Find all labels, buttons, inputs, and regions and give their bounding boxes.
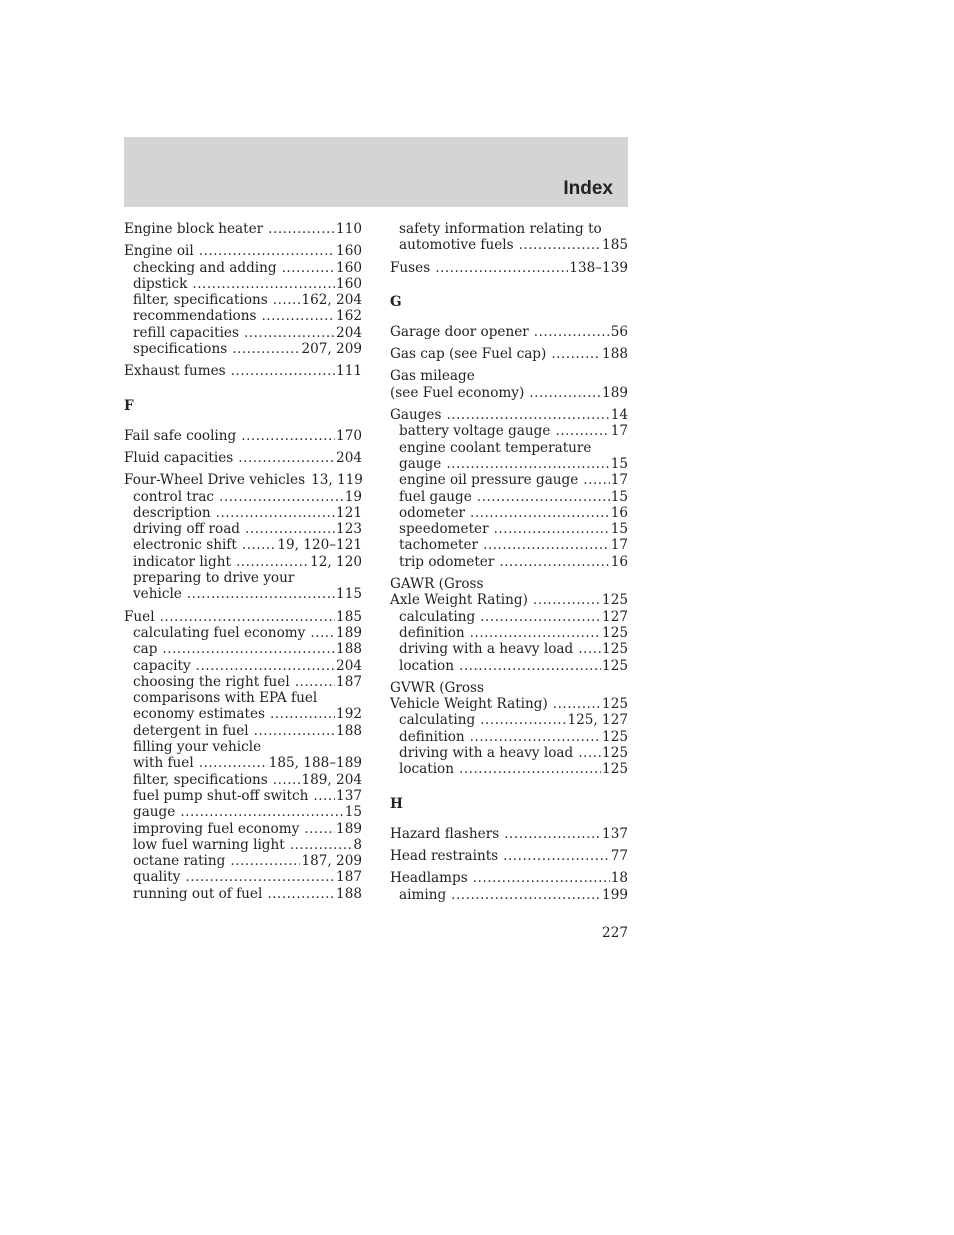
leader-dots: [534, 324, 610, 340]
entry-page-ref: 17: [610, 537, 628, 554]
entry-label: choosing the right fuel: [133, 673, 290, 690]
entry-page-ref: 188: [336, 885, 362, 902]
index-entry-row: [390, 260, 628, 276]
index-entry: [124, 221, 362, 237]
section-letter: H: [390, 795, 403, 812]
entry-label: safety information relating to: [399, 221, 602, 237]
index-subentry: [124, 537, 362, 553]
index-subentry: [390, 221, 628, 237]
entry-label: preparing to drive your: [133, 570, 295, 587]
leader-dots: [494, 521, 610, 537]
leader-dots: [230, 853, 300, 869]
index-subentry: [390, 609, 628, 625]
entry-label: odometer: [399, 504, 466, 521]
entry-page-ref: 125: [602, 624, 628, 641]
entry-page-ref: 77: [610, 847, 628, 864]
index-entry-row: [124, 472, 362, 488]
leader-dots: [555, 423, 609, 439]
entry-page-ref: 204: [336, 657, 362, 674]
entry-label: comparisons with EPA fuel: [133, 690, 318, 707]
entry-label: Fluid capacities: [124, 449, 234, 466]
leader-dots: [216, 505, 335, 521]
entry-page-ref: 17: [610, 423, 628, 440]
index-entry-row: [390, 324, 628, 340]
index-entry-row: [390, 696, 628, 712]
leader-dots: [578, 641, 601, 657]
entry-label: dipstick: [133, 275, 188, 292]
index-subentry: [124, 739, 362, 755]
entry-label: vehicle: [133, 586, 182, 603]
index-entry: [124, 450, 362, 466]
entry-page-ref: 204: [336, 324, 362, 341]
leader-dots: [446, 407, 609, 423]
entry-page-ref: 185: [336, 608, 362, 625]
index-subentry: [124, 489, 362, 505]
entry-label: trip odometer: [399, 553, 495, 570]
leader-dots: [553, 696, 601, 712]
entry-page-ref: 8: [353, 836, 362, 853]
index-entry: [124, 428, 362, 444]
leader-dots: [180, 804, 343, 820]
index-subentry: [124, 521, 362, 537]
entry-label: quality: [133, 869, 181, 886]
entry-label: definition: [399, 728, 465, 745]
entry-label: driving with a heavy load: [399, 641, 574, 658]
entry-label: Vehicle Weight Rating): [390, 696, 548, 713]
index-entry: [390, 324, 628, 340]
entry-label: GVWR (Gross: [390, 679, 485, 696]
index-entry: [390, 576, 628, 674]
entry-label: low fuel warning light: [133, 836, 285, 853]
entry-label: checking and adding: [133, 259, 277, 276]
entry-label: Four-Wheel Drive vehicles: [124, 472, 306, 489]
entry-label: cap: [133, 641, 158, 658]
leader-dots: [578, 745, 601, 761]
index-subentry: [390, 554, 628, 570]
entry-label: tachometer: [399, 537, 479, 554]
index-entry-row: [390, 368, 628, 384]
entry-label: fuel pump shut-off switch: [133, 787, 309, 804]
entry-label: fuel gauge: [399, 488, 472, 505]
entry-page-ref: 207, 209: [301, 341, 362, 358]
index-subentry: [390, 641, 628, 657]
leader-dots: [242, 537, 277, 553]
entry-label: capacity: [133, 657, 191, 674]
leader-dots: [282, 260, 335, 276]
entry-label: refill capacities: [133, 324, 239, 341]
index-subentry: [124, 674, 362, 690]
leader-dots: [480, 609, 601, 625]
entry-label: automotive fuels: [399, 237, 514, 254]
entry-page-ref: 189: [602, 384, 628, 401]
index-entry-row: [124, 609, 362, 625]
index-subentry: [124, 658, 362, 674]
entry-page-ref: 189, 204: [301, 771, 362, 788]
entry-page-ref: 125: [602, 641, 628, 658]
entry-page-ref: 162: [336, 308, 362, 325]
index-subentry: [390, 489, 628, 505]
entry-page-ref: 199: [602, 886, 628, 903]
index-subentry: [124, 260, 362, 276]
entry-label: specifications: [133, 341, 228, 358]
entry-label: Gauges: [390, 407, 442, 424]
entry-label: aiming: [399, 886, 447, 903]
entry-label: location: [399, 657, 454, 674]
entry-label: battery voltage gauge: [399, 423, 551, 440]
entry-page-ref: 189: [336, 624, 362, 641]
leader-dots: [273, 772, 301, 788]
index-entry: [390, 346, 628, 362]
entry-label: Garage door opener: [390, 323, 529, 340]
entry-label: location: [399, 761, 454, 778]
entry-page-ref: 16: [610, 553, 628, 570]
index-entry-row: [390, 576, 628, 592]
leader-dots: [459, 761, 601, 777]
entry-page-ref: 19, 120–121: [277, 537, 362, 554]
section-letter: F: [124, 397, 134, 414]
entry-page-ref: 56: [610, 323, 628, 340]
entry-page-ref: 188: [602, 346, 628, 363]
entry-page-ref: 15: [610, 455, 628, 472]
entry-label: Headlamps: [390, 870, 468, 887]
leader-dots: [499, 554, 609, 570]
entry-page-ref: 160: [336, 243, 362, 260]
entry-page-ref: 162, 204: [301, 292, 362, 309]
entry-page-ref: 18: [610, 870, 628, 887]
leader-dots: [160, 609, 335, 625]
entry-page-ref: 187, 209: [301, 853, 362, 870]
leader-dots: [273, 292, 301, 308]
entry-page-ref: 170: [336, 427, 362, 444]
index-subentry: [124, 641, 362, 657]
entry-page-ref: 125: [602, 745, 628, 762]
entry-page-ref: 125: [602, 728, 628, 745]
index-entry: [390, 826, 628, 842]
leader-dots: [459, 658, 601, 674]
entry-page-ref: 125: [602, 761, 628, 778]
leader-dots: [254, 723, 335, 739]
entry-page-ref: 12, 120: [310, 553, 362, 570]
index-subentry: [124, 706, 362, 722]
entry-page-ref: 125: [602, 657, 628, 674]
entry-label: speedometer: [399, 521, 489, 538]
entry-label: Axle Weight Rating): [390, 592, 528, 609]
entry-page-ref: 137: [336, 787, 362, 804]
entry-label: filter, specifications: [133, 771, 268, 788]
leader-dots: [245, 521, 335, 537]
entry-page-ref: 187: [336, 869, 362, 886]
leader-dots: [480, 712, 566, 728]
index-entry-row: [124, 450, 362, 466]
index-entry: [124, 472, 362, 602]
index-header-bar: [124, 137, 628, 207]
entry-label: Head restraints: [390, 847, 499, 864]
entry-label: gauge: [399, 455, 442, 472]
index-entry-row: [124, 221, 362, 237]
page-number: 227: [602, 925, 628, 941]
leader-dots: [199, 755, 268, 771]
index-subentry: [124, 853, 362, 869]
entry-label: detergent in fuel: [133, 722, 249, 739]
index-subentry: [390, 423, 628, 439]
leader-dots: [519, 237, 601, 253]
entry-page-ref: 125: [602, 696, 628, 713]
entry-label: Hazard flashers: [390, 825, 500, 842]
index-subentry: [124, 690, 362, 706]
index-column-right: [390, 221, 628, 903]
index-entry-row: [390, 385, 628, 401]
entry-page-ref: 192: [336, 706, 362, 723]
entry-page-ref: 188: [336, 722, 362, 739]
index-subentry: [390, 472, 628, 488]
leader-dots: [185, 869, 335, 885]
index-subentry: [390, 521, 628, 537]
leader-dots: [470, 625, 601, 641]
entry-page-ref: 15: [610, 488, 628, 505]
entry-page-ref: 111: [336, 363, 362, 380]
index-subentry: [390, 537, 628, 553]
index-entry-row: [124, 428, 362, 444]
index-subentry: [390, 761, 628, 777]
leader-dots: [503, 848, 610, 864]
index-subentry: [124, 292, 362, 308]
index-entry: [124, 243, 362, 357]
index-subentry: [390, 729, 628, 745]
entry-page-ref: 185: [602, 237, 628, 254]
leader-dots: [533, 592, 601, 608]
leader-dots: [451, 887, 601, 903]
index-subentry: [124, 505, 362, 521]
entry-page-ref: 15: [344, 804, 362, 821]
leader-dots: [231, 363, 335, 379]
index-entry: [390, 368, 628, 401]
entry-label: engine oil pressure gauge: [399, 472, 579, 489]
entry-page-ref: 160: [336, 275, 362, 292]
index-entry-row: [390, 346, 628, 362]
entry-label: calculating: [399, 608, 476, 625]
index-entry: [390, 680, 628, 778]
index-entry: [390, 260, 628, 276]
section-letter: G: [390, 293, 402, 310]
entry-page-ref: 15: [610, 521, 628, 538]
entry-page-ref: 16: [610, 504, 628, 521]
leader-dots: [473, 870, 610, 886]
entry-label: Engine oil: [124, 243, 194, 260]
index-entry-row: [390, 848, 628, 864]
index-subentry: [124, 772, 362, 788]
index-entry-row: [124, 243, 362, 259]
entry-page-ref: 115: [336, 586, 362, 603]
index-subentry: [390, 237, 628, 253]
index-entry-row: [390, 680, 628, 696]
index-entry-row: [390, 407, 628, 423]
index-subentry: [124, 837, 362, 853]
index-entry: [390, 870, 628, 903]
leader-dots: [583, 472, 609, 488]
leader-dots: [295, 674, 335, 690]
entry-label: indicator light: [133, 553, 231, 570]
index-subentry: [390, 745, 628, 761]
leader-dots: [310, 625, 335, 641]
index-subentry: [124, 625, 362, 641]
entry-page-ref: 187: [336, 673, 362, 690]
entry-page-ref: 138–139: [569, 259, 628, 276]
leader-dots: [162, 641, 335, 657]
entry-label: calculating fuel economy: [133, 624, 306, 641]
index-entry: [124, 609, 362, 902]
index-entry-row: [124, 363, 362, 379]
leader-dots: [435, 260, 568, 276]
page-title: Index: [563, 178, 613, 199]
leader-dots: [551, 346, 601, 362]
entry-label: calculating: [399, 712, 476, 729]
leader-dots: [261, 308, 335, 324]
entry-page-ref: 14: [610, 407, 628, 424]
index-entry-row: [390, 826, 628, 842]
index-subentry: [390, 625, 628, 641]
index-subentry: [124, 755, 362, 771]
index-subentry: [124, 821, 362, 837]
index-subentry: [124, 308, 362, 324]
index-entry: [390, 221, 628, 254]
entry-label: driving off road: [133, 521, 241, 538]
entry-label: recommendations: [133, 308, 257, 325]
leader-dots: [446, 456, 609, 472]
entry-label: filter, specifications: [133, 292, 268, 309]
leader-dots: [196, 658, 335, 674]
entry-label: (see Fuel economy): [390, 384, 525, 401]
entry-page-ref: 17: [610, 472, 628, 489]
leader-dots: [483, 537, 610, 553]
index-entry-row: [390, 870, 628, 886]
index-entry-row: [390, 592, 628, 608]
entry-page-ref: 19: [344, 488, 362, 505]
entry-label: with fuel: [133, 755, 194, 772]
leader-dots: [192, 276, 335, 292]
entry-label: Gas cap (see Fuel cap): [390, 346, 547, 363]
leader-dots: [236, 554, 309, 570]
entry-page-ref: 13, 119: [311, 472, 363, 489]
leader-dots: [244, 325, 335, 341]
entry-label: driving with a heavy load: [399, 745, 574, 762]
index-subentry: [124, 886, 362, 902]
index-entry: [390, 407, 628, 570]
entry-label: engine coolant temperature: [399, 439, 592, 456]
entry-label: electronic shift: [133, 537, 237, 554]
entry-page-ref: 137: [602, 825, 628, 842]
leader-dots: [470, 729, 601, 745]
index-column-left: [124, 221, 362, 902]
leader-dots: [268, 221, 335, 237]
index-subentry: [390, 887, 628, 903]
index-subentry: [124, 325, 362, 341]
leader-dots: [477, 489, 610, 505]
entry-label: Fuel: [124, 608, 155, 625]
entry-page-ref: 188: [336, 641, 362, 658]
index-entry: [124, 363, 362, 379]
entry-page-ref: 123: [336, 521, 362, 538]
leader-dots: [504, 826, 601, 842]
leader-dots: [232, 341, 300, 357]
index-subentry: [124, 554, 362, 570]
index-subentry: [124, 341, 362, 357]
entry-label: description: [133, 504, 211, 521]
entry-page-ref: 125, 127: [567, 712, 628, 729]
leader-dots: [187, 586, 335, 602]
entry-page-ref: 185, 188–189: [268, 755, 362, 772]
entry-page-ref: 189: [336, 820, 362, 837]
entry-label: economy estimates: [133, 706, 265, 723]
entry-label: octane rating: [133, 853, 226, 870]
index-subentry: [124, 570, 362, 586]
entry-label: filling your vehicle: [133, 739, 262, 756]
index-subentry: [124, 788, 362, 804]
entry-label: Exhaust fumes: [124, 363, 226, 380]
index-subentry: [390, 658, 628, 674]
entry-page-ref: 121: [336, 504, 362, 521]
index-subentry: [390, 712, 628, 728]
entry-label: Fuses: [390, 259, 431, 276]
index-subentry: [124, 869, 362, 885]
leader-dots: [313, 788, 335, 804]
entry-page-ref: 204: [336, 449, 362, 466]
entry-label: gauge: [133, 804, 176, 821]
leader-dots: [304, 821, 335, 837]
entry-label: Gas mileage: [390, 368, 475, 385]
index-entry: [390, 848, 628, 864]
entry-label: running out of fuel: [133, 885, 263, 902]
entry-label: definition: [399, 624, 465, 641]
leader-dots: [270, 706, 335, 722]
entry-label: GAWR (Gross: [390, 576, 484, 593]
leader-dots: [199, 243, 335, 259]
leader-dots: [470, 505, 610, 521]
entry-page-ref: 160: [336, 259, 362, 276]
entry-label: Fail safe cooling: [124, 427, 237, 444]
leader-dots: [290, 837, 353, 853]
index-subentry: [124, 804, 362, 820]
index-subentry: [124, 276, 362, 292]
entry-page-ref: 110: [336, 221, 362, 237]
index-subentry: [124, 723, 362, 739]
leader-dots: [219, 489, 344, 505]
leader-dots: [241, 428, 335, 444]
index-subentry: [390, 505, 628, 521]
leader-dots: [267, 886, 335, 902]
entry-label: Engine block heater: [124, 221, 264, 237]
leader-dots: [238, 450, 335, 466]
entry-label: improving fuel economy: [133, 820, 300, 837]
entry-page-ref: 125: [602, 592, 628, 609]
entry-page-ref: 127: [602, 608, 628, 625]
leader-dots: [529, 385, 601, 401]
entry-label: control trac: [133, 488, 215, 505]
index-subentry: [124, 586, 362, 602]
index-subentry: [390, 456, 628, 472]
index-subentry: [390, 440, 628, 456]
